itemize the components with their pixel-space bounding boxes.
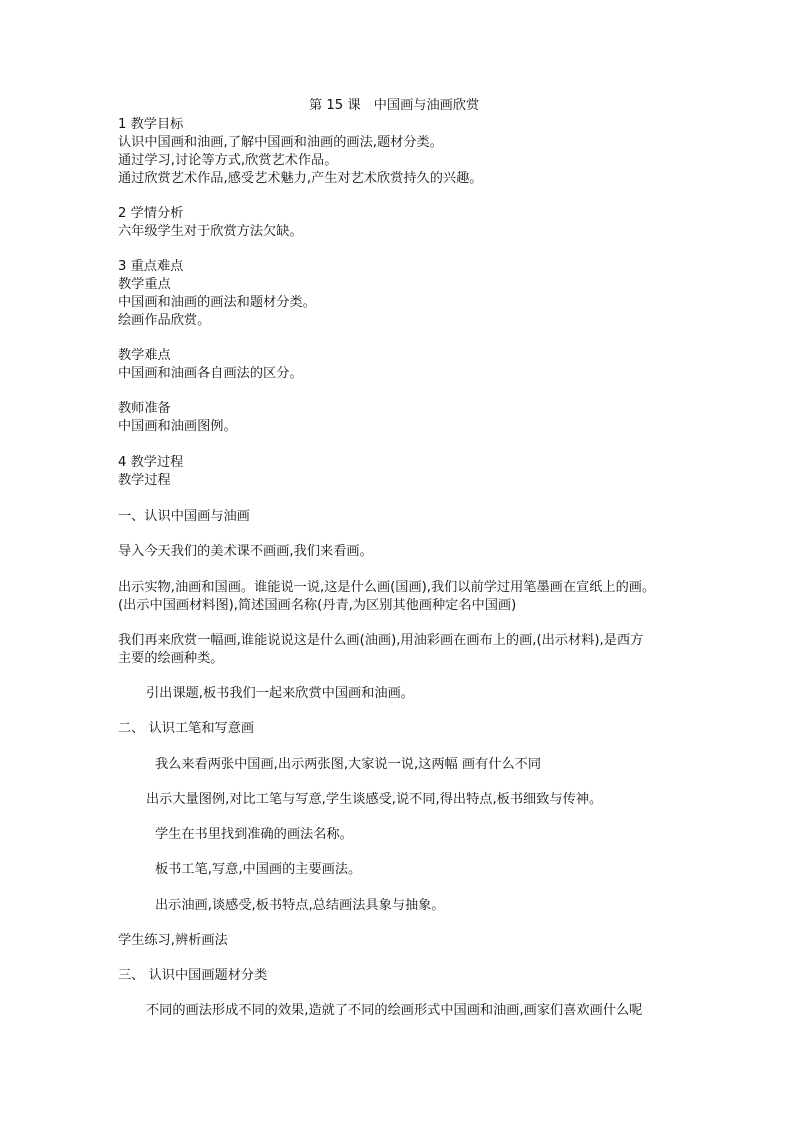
text-line: 通过欣赏艺术作品,感受艺术魅力,产生对艺术欣赏持久的兴趣。 <box>118 171 483 186</box>
text-line: 中国画和油画的画法和题材分类。 <box>118 295 316 310</box>
lesson-title: 第 15 课 中国画与油画欣赏 <box>309 98 480 113</box>
text-line: 绘画作品欣赏。 <box>118 313 211 328</box>
section-heading: 3 重点难点 <box>118 259 184 274</box>
section-heading: 1 教学目标 <box>118 117 184 132</box>
text-line: 我么来看两张中国画,出示两张图,大家说一说,这两幅 画有什么不同 <box>155 757 542 772</box>
subheading: 教学重点 <box>118 277 171 292</box>
text-line: (出示中国画材料图),简述国画名称(丹青,为区别其他画种定名中国画) <box>118 598 517 613</box>
text-line: 学生在书里找到准确的画法名称。 <box>155 827 353 842</box>
section-heading: 2 学情分析 <box>118 206 184 221</box>
text-line: 主要的绘画种类。 <box>118 651 224 666</box>
text-line: 我们再来欣赏一幅画,谁能说说这是什么画(油画),用油彩画在画布上的画,(出示材料),是西方 <box>118 633 644 648</box>
text-line: 通过学习,讨论等方式,欣赏艺术作品。 <box>118 153 338 168</box>
text-line: 引出课题,板书我们一起来欣赏中国画和油画。 <box>146 686 414 701</box>
subheading: 教师准备 <box>118 401 171 416</box>
subheading: 教学难点 <box>118 348 171 363</box>
text-line: 中国画和油画各自画法的区分。 <box>118 366 303 381</box>
section-heading: 4 教学过程 <box>118 455 184 470</box>
text-line: 认识中国画和油画,了解中国画和油画的画法,题材分类。 <box>118 135 443 150</box>
subheading: 教学过程 <box>118 473 171 488</box>
text-line: 导入今天我们的美术课不画画,我们来看画。 <box>118 544 373 559</box>
text-line: 学生练习,辨析画法 <box>118 933 228 948</box>
text-line: 出示实物,油画和国画。谁能说一说,这是什么画(国画),我们以前学过用笔墨画在宣纸上的画。 <box>118 580 656 595</box>
part-heading: 一、认识中国画与油画 <box>118 509 250 524</box>
text-line: 不同的画法形成不同的效果,造就了不同的绘画形式中国画和油画,画家们喜欢画什么呢 <box>146 1003 643 1018</box>
text-line: 六年级学生对于欣赏方法欠缺。 <box>118 224 303 239</box>
part-heading: 二、 认识工笔和写意画 <box>118 721 255 736</box>
part-heading: 三、 认识中国画题材分类 <box>118 968 268 983</box>
text-line: 出示油画,谈感受,板书特点,总结画法具象与抽象。 <box>155 898 445 913</box>
text-line: 板书工笔,写意,中国画的主要画法。 <box>155 862 362 877</box>
text-line: 出示大量图例,对比工笔与写意,学生谈感受,说不同,得出特点,板书细致与传神。 <box>146 792 603 807</box>
text-line: 中国画和油画图例。 <box>118 419 237 434</box>
